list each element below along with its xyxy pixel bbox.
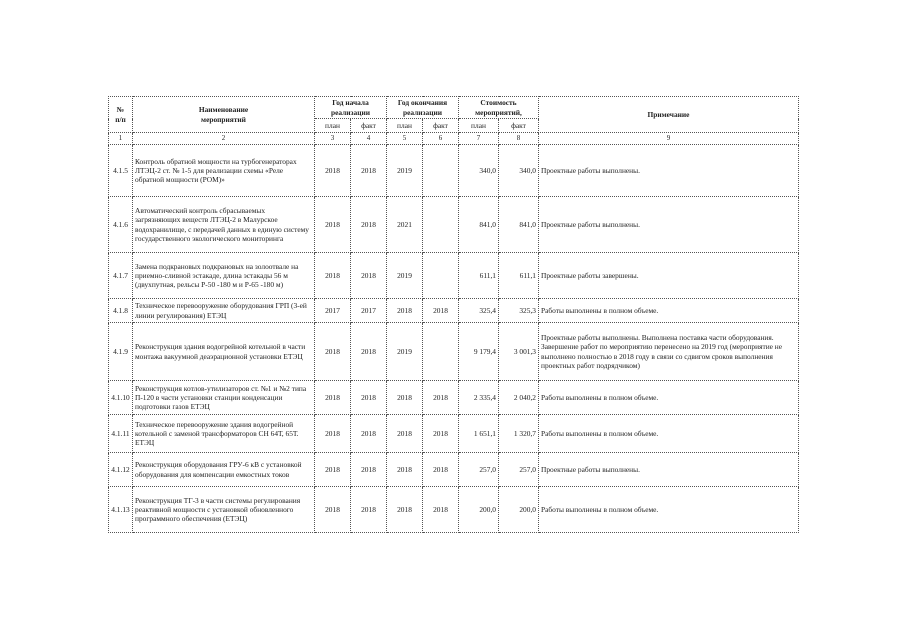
row-cost-plan: 340,0 [459,145,499,197]
table-row [109,415,799,453]
row-start-fact: 2018 [351,323,387,381]
table-header [109,97,799,145]
column-number: 8 [499,133,539,145]
row-start-plan: 2018 [315,197,351,253]
row-cost-fact: 325,3 [499,299,539,323]
row-start-plan: 2018 [315,453,351,487]
row-end-fact: 2018 [423,487,459,533]
row-start-plan: 2018 [315,323,351,381]
row-name: Замена подкрановых подкрановых на золоотвале на приемно-сливной эстакаде, длина эстакады 56 м (двухпутная, рельсы Р-50 -180 м и Р-65 -180 м) [133,253,315,299]
measures-table [108,96,799,533]
table-row [109,487,799,533]
row-start-fact: 2018 [351,415,387,453]
row-start-fact: 2018 [351,381,387,415]
header-cost-fact: факт [499,119,539,133]
table-row [109,253,799,299]
row-note: Работы выполнены в полном объеме. [539,415,799,453]
row-start-fact: 2018 [351,253,387,299]
column-number: 2 [133,133,315,145]
row-name: Техническое перевооружение оборудования ГРП (3-ей линии регулирования) ЕТЭЦ [133,299,315,323]
row-name: Реконструкция здания водогрейной котельной в части монтажа вакуумной деаэрационной установки ЕТЭЦ [133,323,315,381]
row-note: Работы выполнены в полном объеме. [539,381,799,415]
row-cost-plan: 200,0 [459,487,499,533]
row-end-plan: 2018 [387,299,423,323]
table-body [109,145,799,533]
row-end-fact [423,197,459,253]
header-start-year: Год начала реализации [315,97,387,119]
header-note: Примечание [539,97,799,133]
row-start-fact: 2018 [351,145,387,197]
row-cost-plan: 9 179,4 [459,323,499,381]
row-end-plan: 2019 [387,145,423,197]
row-end-plan: 2018 [387,487,423,533]
row-end-fact: 2018 [423,453,459,487]
header-end-plan: план [387,119,423,133]
row-cost-fact: 611,1 [499,253,539,299]
row-num: 4.1.13 [109,487,133,533]
column-number: 3 [315,133,351,145]
row-note: Проектные работы выполнены. Выполнена поставка части оборудования. Завершение работ по мероприятию перенесено на 2019 год (мероприятие не выполнено полностью в 2018 году в связи со сдвигом сроков выполнения проектных работ подрядчиком) [539,323,799,381]
header-cost: Стоимость мероприятий, [459,97,539,119]
column-number: 5 [387,133,423,145]
header-start-fact: факт [351,119,387,133]
table-row [109,381,799,415]
row-note: Работы выполнены в полном объеме. [539,299,799,323]
row-end-plan: 2019 [387,323,423,381]
row-end-fact [423,323,459,381]
row-note: Проектные работы выполнены. [539,145,799,197]
row-end-plan: 2021 [387,197,423,253]
row-cost-fact: 200,0 [499,487,539,533]
row-start-plan: 2018 [315,415,351,453]
row-cost-fact: 3 001,3 [499,323,539,381]
row-name: Автоматический контроль сбрасываемых загрязняющих веществ ЛТЭЦ-2 в Малурское водохранилище, с передачей данных в единую систему государственного экологического мониторинга [133,197,315,253]
row-start-plan: 2018 [315,487,351,533]
row-note: Проектные работы выполнены. [539,453,799,487]
row-start-plan: 2018 [315,253,351,299]
row-num: 4.1.10 [109,381,133,415]
row-name: Реконструкция ТГ-3 в части системы регулирования реактивной мощности с установкой обновленного программного обеспечения (ЕТЭЦ) [133,487,315,533]
row-cost-plan: 2 335,4 [459,381,499,415]
row-num: 4.1.5 [109,145,133,197]
row-name: Реконструкция оборудования ГРУ-6 кВ с установкой оборудования для компенсации емкостных токов [133,453,315,487]
column-number: 1 [109,133,133,145]
row-num: 4.1.12 [109,453,133,487]
row-cost-fact: 1 320,7 [499,415,539,453]
row-cost-plan: 611,1 [459,253,499,299]
row-end-plan: 2019 [387,253,423,299]
row-start-plan: 2018 [315,145,351,197]
row-note: Проектные работы завершены. [539,253,799,299]
header-end-fact: факт [423,119,459,133]
row-start-plan: 2017 [315,299,351,323]
row-end-fact [423,253,459,299]
header-start-plan: план [315,119,351,133]
row-cost-fact: 340,0 [499,145,539,197]
row-note: Проектные работы выполнены. [539,197,799,253]
row-cost-plan: 257,0 [459,453,499,487]
table-row [109,299,799,323]
row-end-fact [423,145,459,197]
row-cost-plan: 325,4 [459,299,499,323]
table-row [109,145,799,197]
column-number: 7 [459,133,499,145]
document-page [108,96,798,533]
column-number: 9 [539,133,799,145]
row-cost-plan: 841,0 [459,197,499,253]
table-row [109,197,799,253]
row-num: 4.1.6 [109,197,133,253]
row-end-plan: 2018 [387,415,423,453]
row-start-fact: 2018 [351,197,387,253]
row-cost-fact: 257,0 [499,453,539,487]
header-end-year: Год окончания реализации [387,97,459,119]
row-num: 4.1.7 [109,253,133,299]
row-cost-plan: 1 651,1 [459,415,499,453]
row-cost-fact: 2 040,2 [499,381,539,415]
column-number: 4 [351,133,387,145]
header-cost-plan: план [459,119,499,133]
row-end-plan: 2018 [387,453,423,487]
table-row [109,323,799,381]
row-start-fact: 2017 [351,299,387,323]
row-name: Техническое перевооружение здания водогрейной котельной с заменой трансформаторов СН 64Т, 65Т. ЕТЭЦ [133,415,315,453]
row-name: Контроль обратной мощности на турбогенераторах ЛТЭЦ-2 ст. № 1-5 для реализации схемы «Реле обратной мощности (РОМ)» [133,145,315,197]
column-number-row [109,133,799,145]
row-end-plan: 2018 [387,381,423,415]
row-cost-fact: 841,0 [499,197,539,253]
row-start-fact: 2018 [351,487,387,533]
row-num: 4.1.11 [109,415,133,453]
table-row [109,453,799,487]
row-note: Работы выполнены в полном объеме. [539,487,799,533]
row-name: Реконструкция котлов-утилизаторов ст. №1 и №2 типа П-120 в части установки станции конденсации подготовки газов ЕТЭЦ [133,381,315,415]
row-end-fact: 2018 [423,415,459,453]
row-start-fact: 2018 [351,453,387,487]
row-start-plan: 2018 [315,381,351,415]
row-end-fact: 2018 [423,381,459,415]
row-num: 4.1.8 [109,299,133,323]
row-end-fact: 2018 [423,299,459,323]
header-num: № п/п [109,97,133,133]
row-num: 4.1.9 [109,323,133,381]
header-name: Наименование мероприятий [133,97,315,133]
column-number: 6 [423,133,459,145]
